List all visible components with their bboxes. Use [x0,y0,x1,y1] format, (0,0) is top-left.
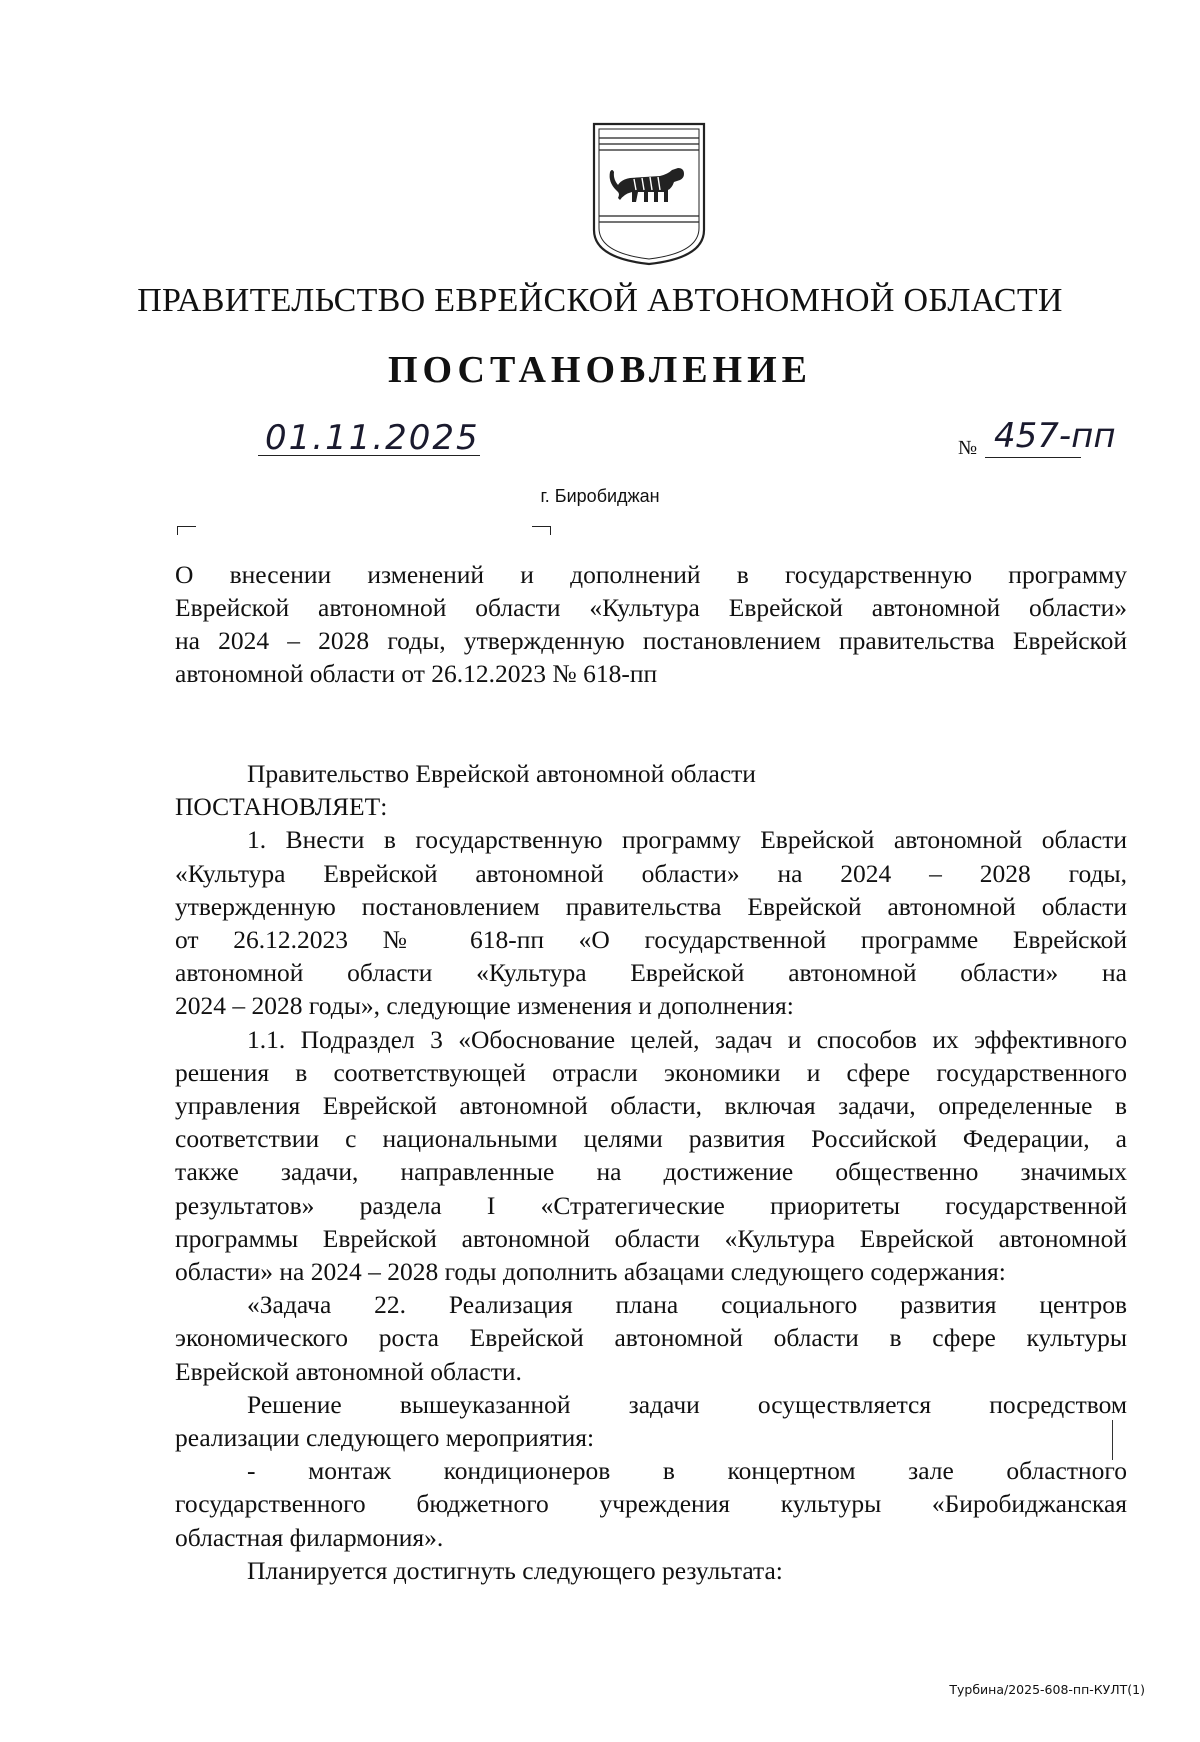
body-line: автономной области «Культура Еврейской автономной области» на [175,958,1127,988]
subject-line: автономной области от 26.12.2023 № 618-пп [175,659,658,688]
handwritten-date: 01.11.2025 [265,418,480,458]
number-underline [985,457,1081,458]
organization-title: ПРАВИТЕЛЬСТВО ЕВРЕЙСКОЙ АВТОНОМНОЙ ОБЛАСТИ [137,282,1063,319]
body-line: «Задача 22. Реализация плана социального развития центров [247,1290,1127,1320]
body-line: утвержденную постановлением правительства Еврейской автономной области [175,891,1127,921]
body-line: Еврейской автономной области. [175,1356,522,1386]
body-line: также задачи, направленные на достижение общественно значимых [175,1157,1127,1187]
body-line: экономического роста Еврейской автономной области в сфере культуры [175,1323,1127,1353]
document-type-title: ПОСТАНОВЛЕНИЕ [387,349,813,391]
subject-line: на 2024 – 2028 годы, утвержденную постановлением правительства Еврейской [175,626,1127,655]
corner-mark-right [532,526,551,535]
body-line: Планируется достигнуть следующего результата: [247,1555,783,1585]
number-label: № [958,437,978,459]
body-line: области» на 2024 – 2028 годы дополнить абзацами следующего содержания: [175,1257,1006,1287]
subject-line: О внесении изменений и дополнений в государственную программу [175,560,1127,589]
body-line: результатов» раздела I «Стратегические приоритеты государственной [175,1190,1127,1220]
body-line: - монтаж кондиционеров в концертном зале областного [247,1456,1127,1486]
footer-reference: Турбина/2025-608-пп-КУЛТ(1) [949,1682,1145,1697]
body-line: Решение вышеуказанной задачи осуществляется посредством [247,1389,1127,1419]
body-line: реализации следующего мероприятия: [175,1423,595,1453]
body-line: соответствии с национальными целями развития Российской Федерации, а [175,1124,1127,1154]
coat-of-arms-emblem [588,118,710,268]
body-line: областная филармония». [175,1522,444,1552]
body-line: от 26.12.2023 № 618-пп «О государственной программе Еврейской [175,925,1127,955]
body-line: государственного бюджетного учреждения культуры «Биробиджанская [175,1489,1127,1519]
body-line: «Культура Еврейской автономной области» на 2024 – 2028 годы, [175,858,1127,888]
body-line: управления Еврейской автономной области, включая задачи, определенные в [175,1091,1127,1121]
city-line: г. Биробиджан [540,486,660,506]
subject-line: Еврейской автономной области «Культура Еврейской автономной области» [175,593,1127,622]
body-line: 1.1. Подраздел 3 «Обоснование целей, задач и способов их эффективного [247,1024,1127,1054]
document-body [175,757,1127,1587]
body-line: Правительство Еврейской автономной области [247,759,756,788]
body-line: 2024 – 2028 годы», следующие изменения и дополнения: [175,991,794,1021]
body-line: ПОСТАНОВЛЯЕТ: [175,792,388,822]
body-line: 1. Внести в государственную программу Еврейской автономной области [247,825,1127,855]
document-subject [175,558,1127,690]
body-line: программы Еврейской автономной области «Культура Еврейской автономной [175,1223,1127,1253]
corner-mark-left [177,526,196,535]
body-line: решения в соответствующей отрасли экономики и сфере государственного [175,1057,1127,1087]
date-underline [258,455,480,456]
margin-marker [1112,1420,1113,1460]
handwritten-number: 457-пп [994,416,1116,456]
